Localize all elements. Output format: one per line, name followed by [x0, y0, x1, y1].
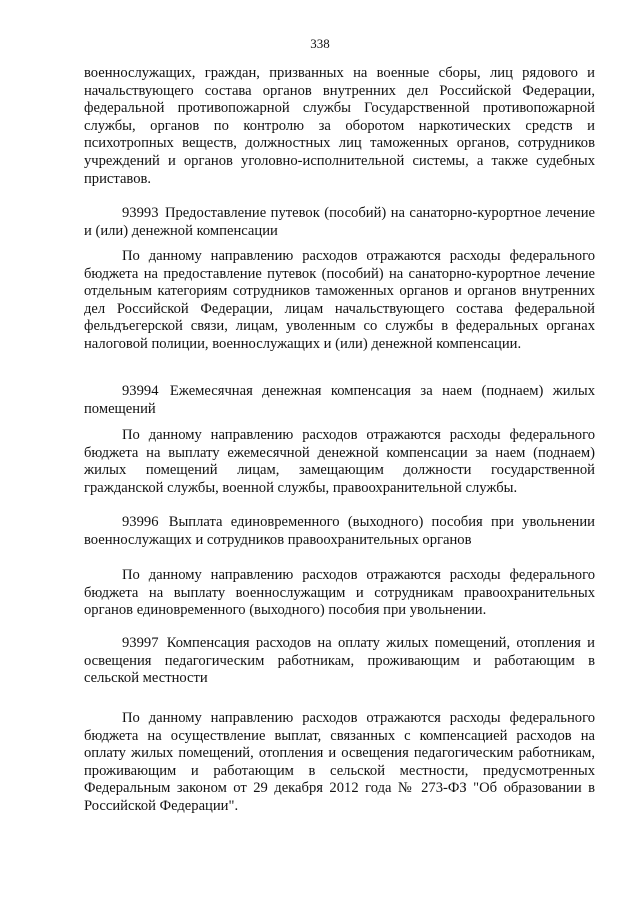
section-heading-93997: [84, 635, 595, 688]
section-heading-93994: [84, 383, 595, 418]
section-heading-text: Выплата единовременного (выходного) пособия при увольнении военнослужащих и сотрудников правоохранительных органов: [84, 514, 595, 548]
section-code: 93994: [122, 383, 159, 399]
section-code: 93996: [122, 514, 159, 530]
section-heading-93993: [84, 205, 595, 240]
section-body-93994: По данному направлению расходов отражаются расходы федерального бюджета на выплату ежемесячной денежной компенсации за наем (поднаем) жилых помещений лицам, замещающим должности государственной гражданской службы, военной службы, правоохранительной службы.: [84, 427, 595, 496]
section-code: 93997: [122, 635, 159, 651]
section-heading-text: Предоставление путевок (пособий) на санаторно-курортное лечение и (или) денежной компенсации: [84, 205, 595, 239]
section-heading-93996: [84, 514, 595, 549]
section-body-93996: По данному направлению расходов отражаются расходы федерального бюджета на выплату военнослужащим и сотрудникам правоохранительных органов единовременного (выходного) пособия при увольнении.: [84, 567, 595, 619]
section-body-93997: По данному направлению расходов отражаются расходы федерального бюджета на осуществление выплат, связанных с компенсацией расходов на оплату жилых помещений, отопления и освещения педагогическим работникам, проживающим и работающим в сельской местности, предусмотренных Федеральным законом от 29 декабря 2012 года № 273-ФЗ "Об образовании в Российской Федерации".: [84, 710, 595, 814]
section-heading-text: Ежемесячная денежная компенсация за наем (поднаем) жилых помещений: [84, 383, 595, 417]
section-body-93993: По данному направлению расходов отражаются расходы федерального бюджета на предоставление путевок (пособий) на санаторно-курортное лечение отдельным категориям сотрудников таможенных органов и органов внутренних дел Российской Федерации, лицам начальствующего состава федеральной фельдъегерской связи, лицам, уволенным со службы в федеральных органах налоговой полиции, военнослужащих и (или) денежной компенсации.: [84, 248, 595, 352]
section-code: 93993: [122, 205, 159, 221]
section-heading-text: Компенсация расходов на оплату жилых помещений, отопления и освещения педагогическим работникам, проживающим и работающим в сельской местности: [84, 635, 595, 687]
intro-paragraph: военнослужащих, граждан, призванных на военные сборы, лиц рядового и начальствующего состава органов внутренних дел Российской Федерации, федеральной противопожарной службы Государственной противопожарной службы, органов по контролю за оборотом наркотических средств и психотропных веществ, должностных лиц таможенных органов, сотрудников учреждений и органов уголовно-исполнительной системы, а также судебных приставов.: [84, 65, 595, 187]
page-number: 338: [310, 36, 330, 51]
